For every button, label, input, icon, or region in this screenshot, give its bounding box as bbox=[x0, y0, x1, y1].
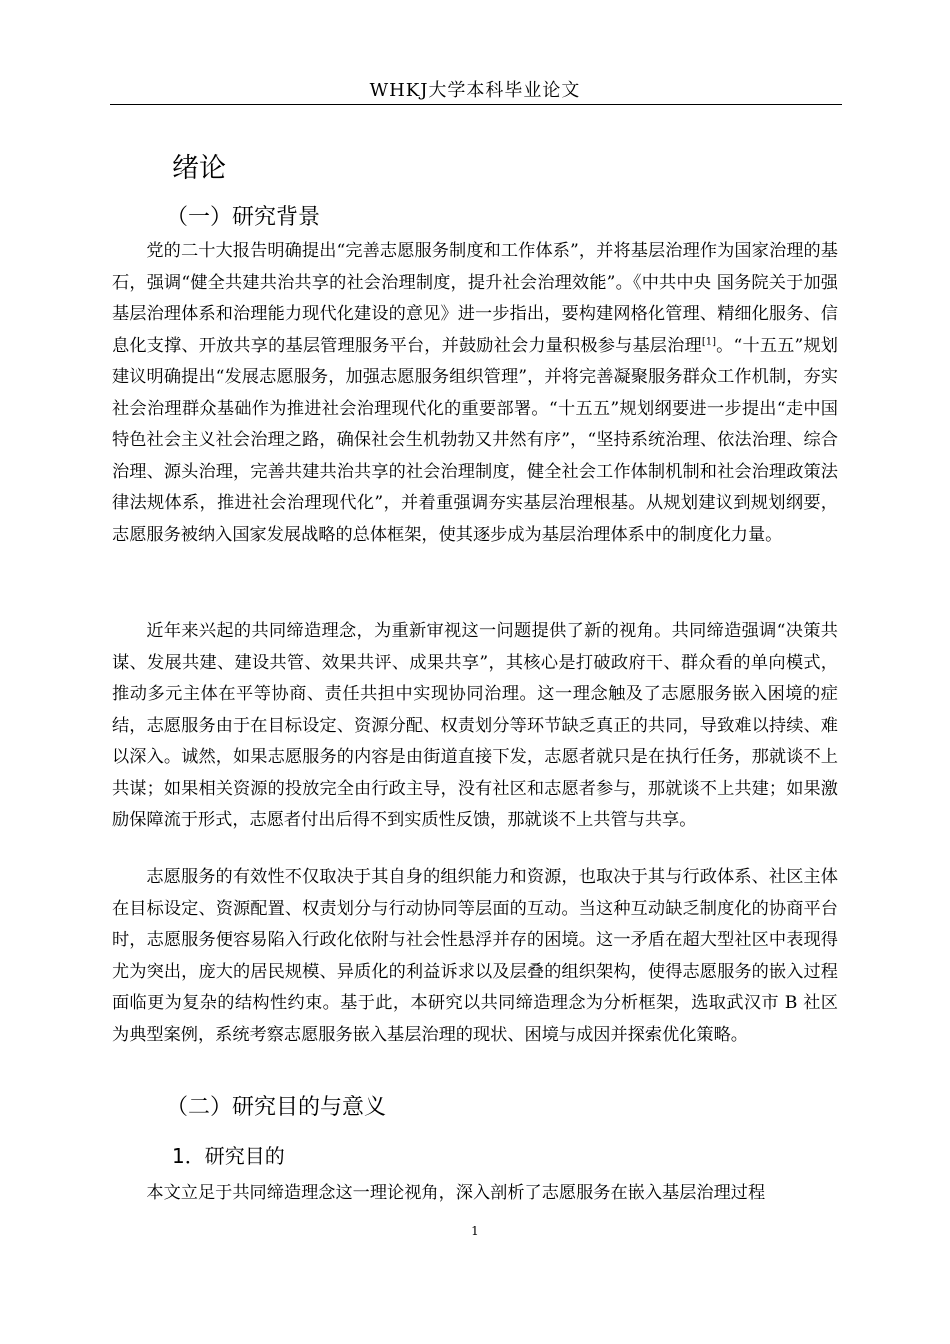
paragraph-background-3: 志愿服务的有效性不仅取决于其自身的组织能力和资源，也取决于其与行政体系、社区主体在目标设定、资源配置、权责划分与行动协同等层面的互动。当这种互动缺乏制度化的协商平台时，志愿服务便容易陷入行政化依附与社会性悬浮并存的困境。这一矛盾在超大型社区中表现得尤为突出，庞大的居民规模、异质化的利益诉求以及层叠的组织架构，使得志愿服务的嵌入过程面临更为复杂的结构性约束。基于此，本研究以共同缔造理念为分析框架，选取武汉市 B 社区为典型案例，系统考察志愿服务嵌入基层治理的现状、困境与成因并探索优化策略。 bbox=[112, 867, 838, 1045]
paragraph-background-2: 近年来兴起的共同缔造理念，为重新审视这一问题提供了新的视角。共同缔造强调“决策共谋、发展共建、建设共管、效果共评、成果共享”，其核心是打破政府干、群众看的单向模式，推动多元主体在平等协商、责任共担中实现协同治理。这一理念触及了志愿服务嵌入困境的症结，志愿服务由于在目标设定、资源分配、权责划分等环节缺乏真正的共同，导致难以持续、难以深入。诚然，如果志愿服务的内容是由街道直接下发，志愿者就只是在执行任务，那就谈不上共谋；如果相关资源的投放完全由行政主导，没有社区和志愿者参与，那就谈不上共建；如果激励保障流于形式，志愿者付出后得不到实质性反馈，那就谈不上共管与共享。 bbox=[112, 621, 838, 830]
citation-ref: [1] bbox=[701, 335, 717, 347]
paragraph-text: 党的二十大报告明确提出“完善志愿服务制度和工作体系”，并将基层治理作为国家治理的基石，强调“健全共建共治共享的社会治理制度，提升社会治理效能”。《中共中央 国务院关于加强基层治理体系和治理能力现代化建设的意见》进一步指出，要构建网格化管理、精细化服务、信息化支撑、开放共享的基层管理服务平台，并鼓励社会力量积极参与基层治理 bbox=[112, 241, 838, 356]
paragraph-purpose-1: 本文立足于共同缔造理念这一理论视角，深入剖析了志愿服务在嵌入基层治理过程 bbox=[146, 1183, 766, 1203]
running-header: WHKJ大学本科毕业论文 bbox=[369, 80, 581, 101]
section-heading-purpose: （二）研究目的与意义 bbox=[166, 1095, 387, 1120]
chapter-title: 绪论 bbox=[172, 153, 226, 184]
paragraph-background-1 bbox=[112, 236, 838, 551]
section-heading-background: （一）研究背景 bbox=[166, 205, 321, 230]
paragraph-text: 。“十五五”规划建议明确提出“发展志愿服务，加强志愿服务组织管理”，并将完善凝聚服务群众工作机制，夯实社会治理群众基础作为推进社会治理现代化的重要部署。“十五五”规划纲要进一步提出“走中国特色社会主义社会治理之路，确保社会生机勃勃又井然有序”，“坚持系统治理、依法治理、综合治理、源头治理，完善共建共治共享的社会治理制度，健全社会工作体制机制和社会治理政策法律法规体系，推进社会治理现代化”，并着重强调夯实基层治理根基。从规划建议到规划纲要，志愿服务被纳入国家发展战略的总体框架，使其逐步成为基层治理体系中的制度化力量。 bbox=[112, 335, 838, 545]
header-rule bbox=[110, 104, 842, 105]
page-number: 1 bbox=[471, 1224, 479, 1238]
subsection-heading-purpose: 1．研究目的 bbox=[172, 1144, 285, 1168]
